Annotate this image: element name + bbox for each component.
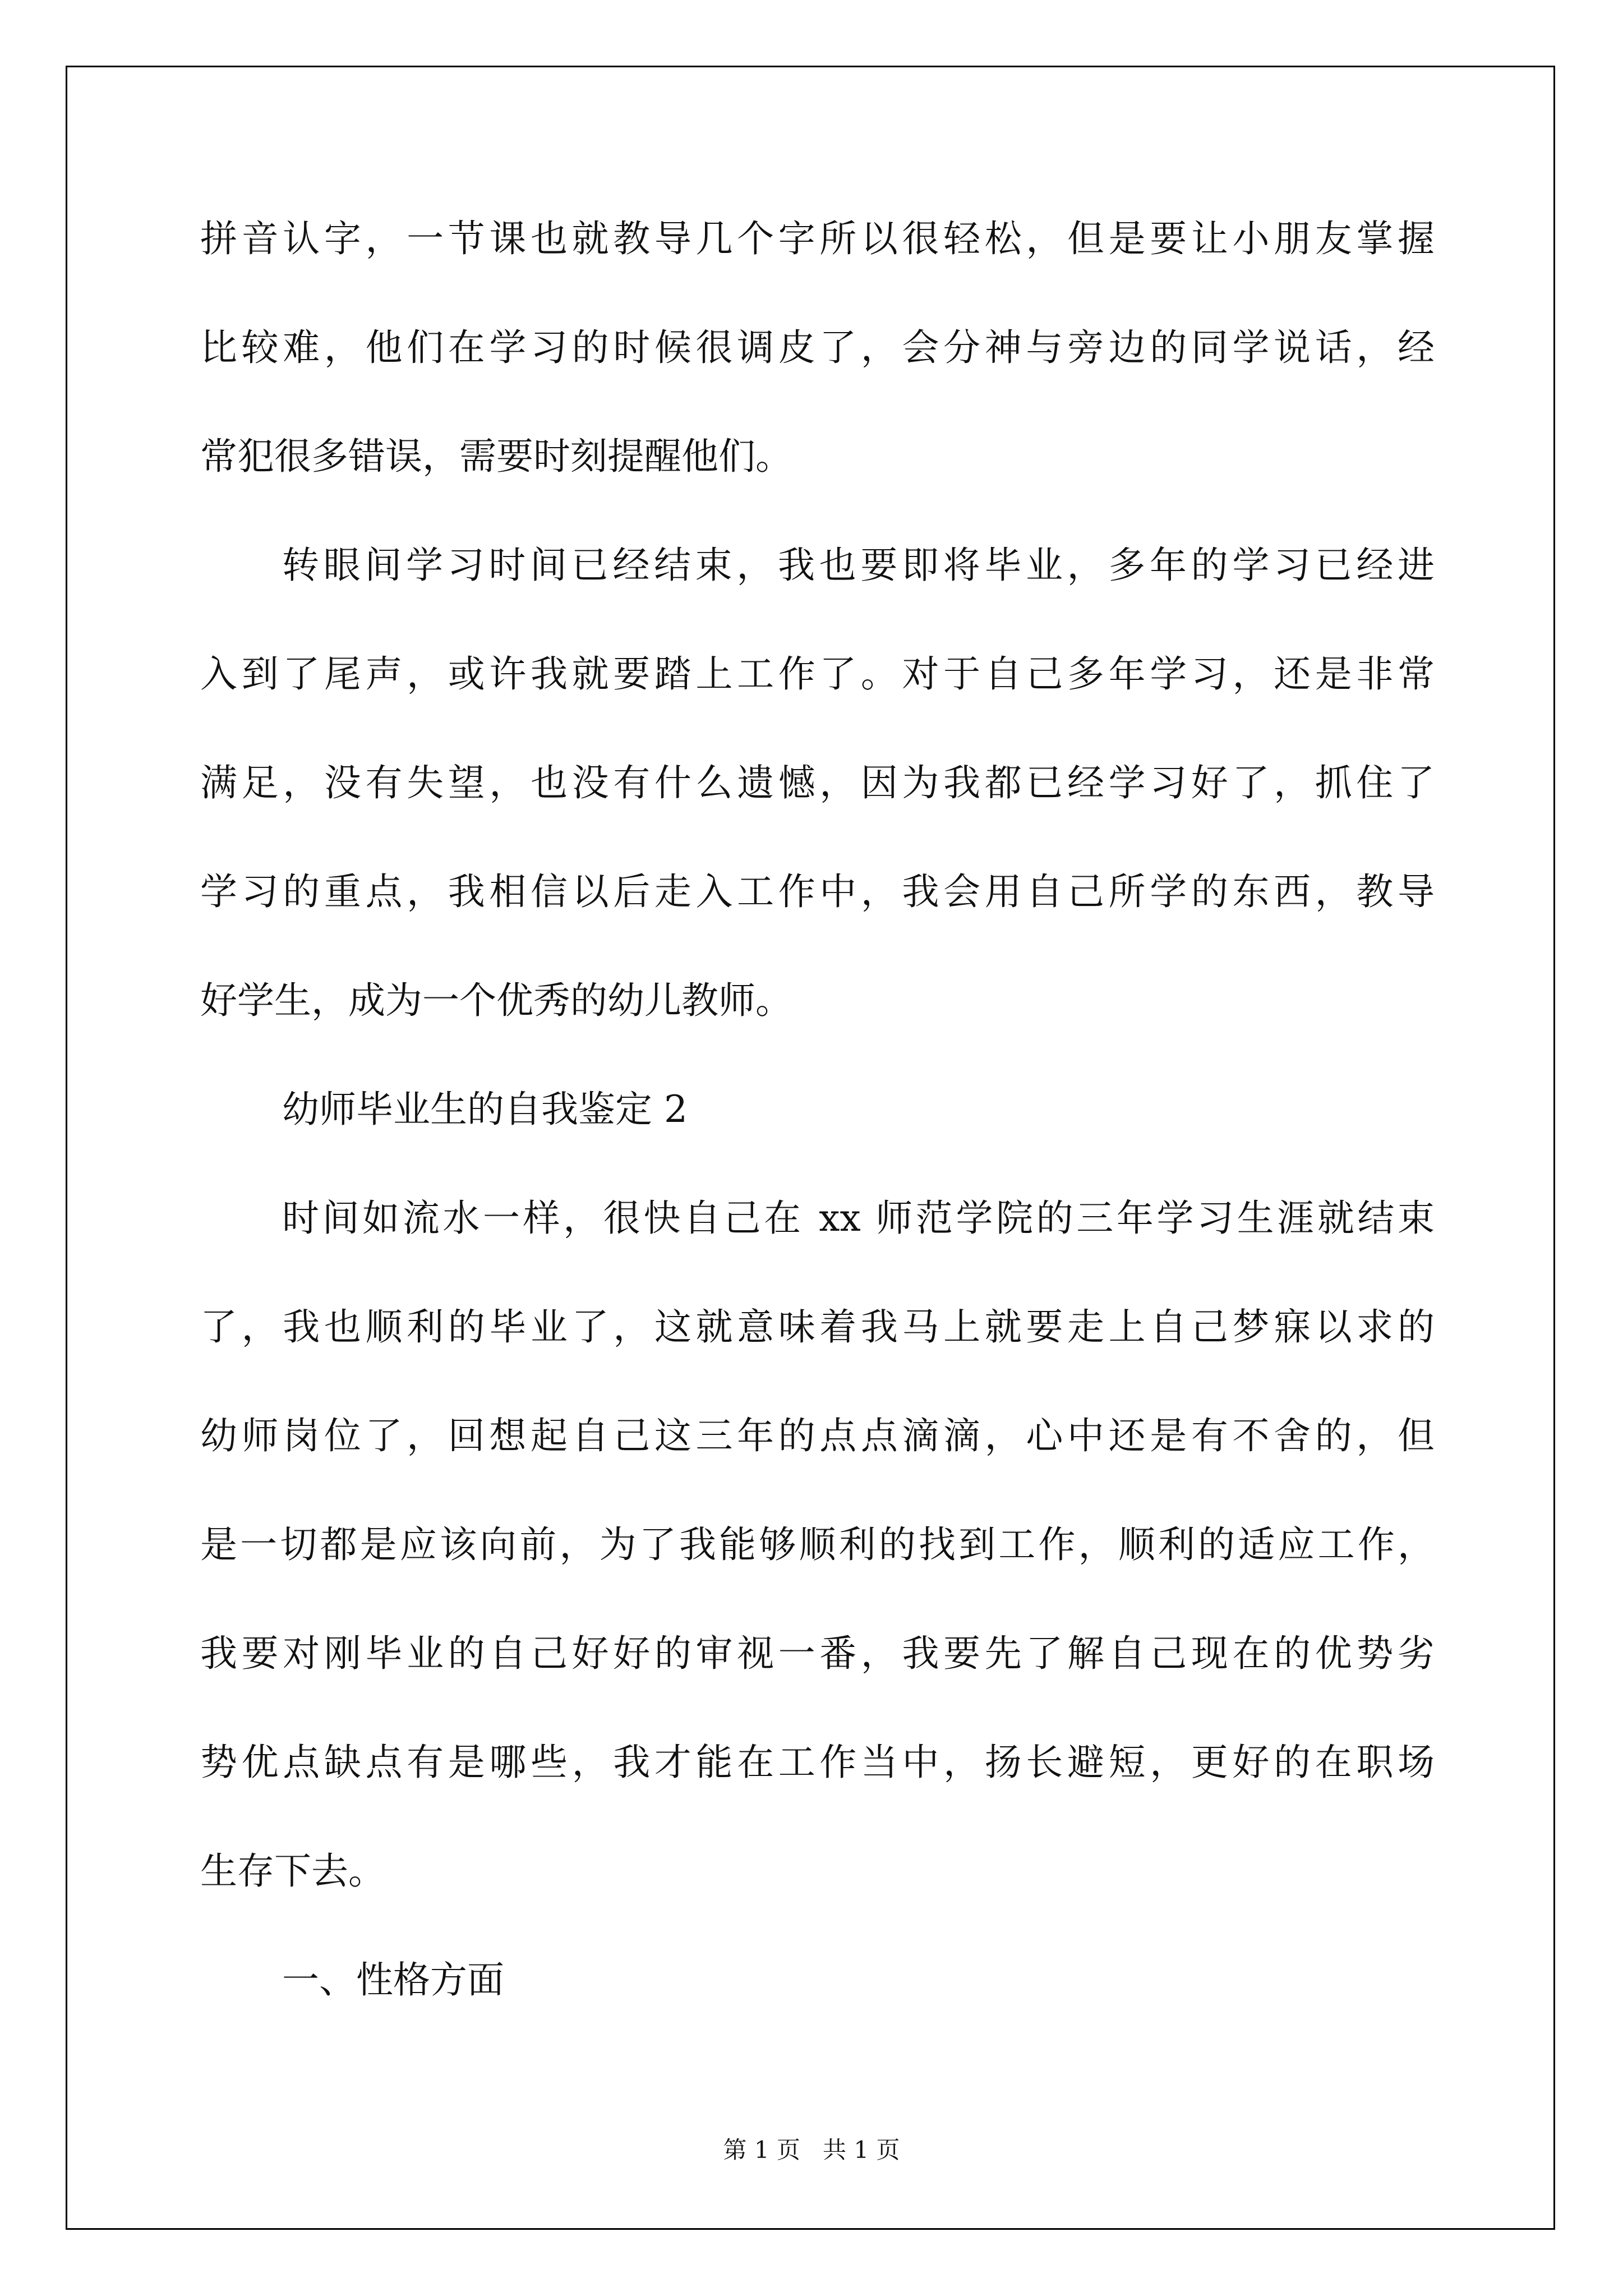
text-line: 我要对刚毕业的自己好好的审视一番，我要先了解自己现在的优势劣 [200,1632,1435,1675]
text-line: 拼音认字，一节课也就教导几个字所以很轻松，但是要让小朋友掌握 [200,217,1435,260]
paragraph-start-line: 时间如流水一样，很快自己在 xx 师范学院的三年学习生涯就结束 [282,1197,1435,1240]
text-line: 生存下去。 [200,1849,385,1893]
text-line: 了，我也顺利的毕业了，这就意味着我马上就要走上自己梦寐以求的 [200,1305,1435,1349]
paragraph-start-line: 转眼间学习时间已经结束，我也要即将毕业，多年的学习已经进 [282,544,1435,587]
text-line: 幼师岗位了，回想起自己这三年的点点滴滴，心中还是有不舍的，但 [200,1414,1435,1457]
page-footer: 第 1 页 共 1 页 [723,2136,900,2164]
text-line: 学习的重点，我相信以后走入工作中，我会用自己所学的东西，教导 [200,870,1435,913]
section-heading: 幼师毕业生的自我鉴定 2 [282,1088,688,1131]
text-line: 是一切都是应该向前，为了我能够顺利的找到工作，顺利的适应工作， [200,1523,1435,1566]
page-border [66,66,1555,2230]
text-line: 势优点缺点有是哪些，我才能在工作当中，扬长避短，更好的在职场 [200,1741,1435,1784]
text-line: 入到了尾声，或许我就要踏上工作了。对于自己多年学习，还是非常 [200,652,1435,696]
subsection-heading: 一、性格方面 [282,1958,504,2001]
text-line: 常犯很多错误，需要时刻提醒他们。 [200,435,792,478]
text-line: 比较难，他们在学习的时候很调皮了，会分神与旁边的同学说话，经 [200,326,1435,369]
text-line: 满足，没有失望，也没有什么遗憾，因为我都已经学习好了，抓住了 [200,761,1435,804]
text-line: 好学生，成为一个优秀的幼儿教师。 [200,979,792,1022]
